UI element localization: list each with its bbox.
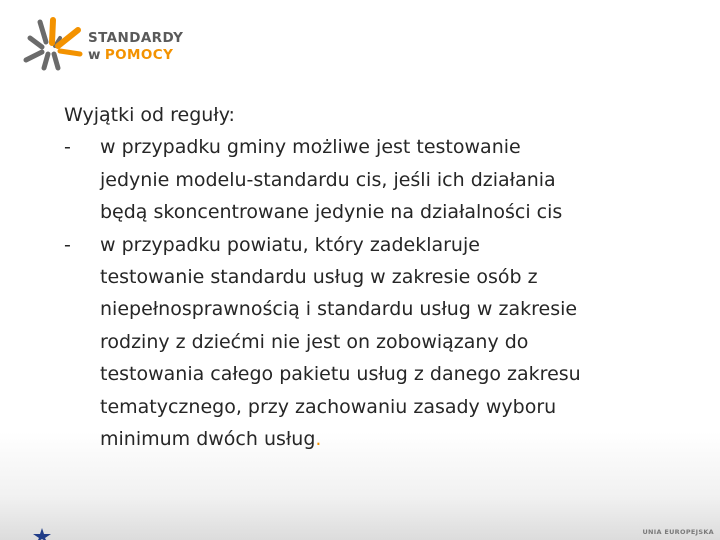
bullet-line: w przypadku gminy możliwe jest testowanie <box>100 136 521 159</box>
end-period: . <box>315 428 322 451</box>
footer-left-logo <box>18 526 178 540</box>
bullet-line: rodziny z dziećmi nie jest on zobowiązany do <box>100 330 529 353</box>
star-burst-logo-icon <box>22 16 84 74</box>
bullet-line: będą skoncentrowane jedynie na działalności cis <box>100 201 563 224</box>
blue-star-icon <box>32 528 52 540</box>
bullet-line: niepełnosprawnością i standardu usług w zakresie <box>100 298 578 321</box>
bullet-line: testowanie standardu usług w zakresie osób z <box>100 266 538 289</box>
bullet-line: tematycznego, przy zachowaniu zasady wyboru <box>100 395 557 418</box>
logo-subtitle-highlight: POMOCY <box>104 47 174 63</box>
bullet-line: testowania całego pakietu usług z danego zakresu <box>100 363 581 386</box>
bullet-text <box>100 131 664 228</box>
bullet-line: w przypadku powiatu, który zadeklaruje <box>100 233 480 256</box>
eu-label: UNIA EUROPEJSKA <box>642 528 714 536</box>
bullet-item <box>64 131 664 228</box>
logo-subtitle <box>88 47 173 63</box>
bullet-text <box>100 229 664 456</box>
logo-title: STANDARDY <box>88 30 184 46</box>
bullet-marker: - <box>64 233 71 256</box>
bullet-marker: - <box>64 136 71 159</box>
slide-content <box>64 99 664 455</box>
standardy-w-pomocy-logo <box>22 16 202 76</box>
slide-heading: Wyjątki od reguły: <box>64 104 235 126</box>
logo-subtitle-prefix: w <box>88 47 101 63</box>
bullet-line: minimum dwóch usług <box>100 428 316 451</box>
bullet-list <box>64 131 664 455</box>
bullet-item <box>64 229 664 456</box>
bullet-line: jedynie modelu-standardu cis, jeśli ich działania <box>100 168 556 191</box>
